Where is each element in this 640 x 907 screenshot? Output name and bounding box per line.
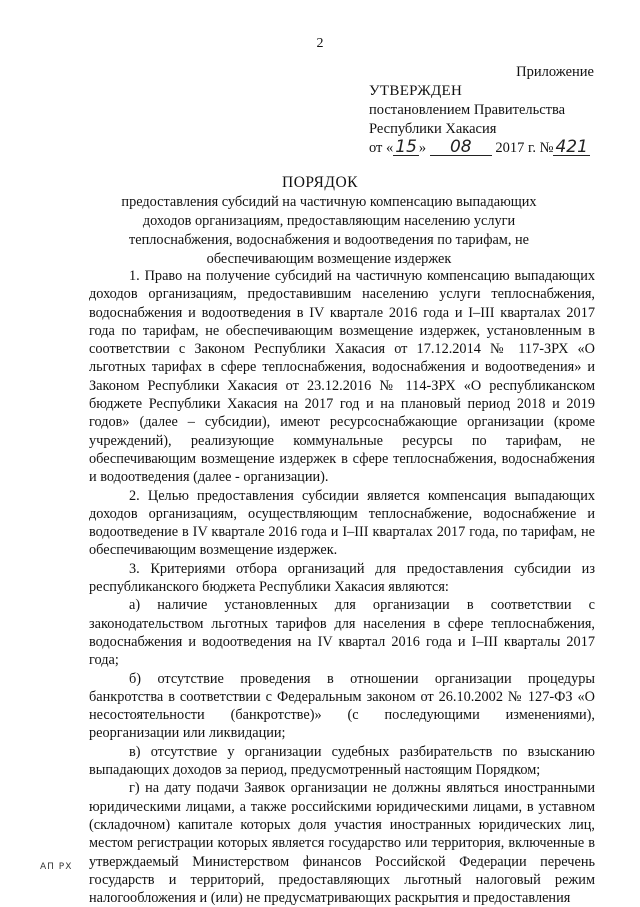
date-year: 2017 г. № xyxy=(495,140,554,156)
paragraph-2: 2. Целью предоставления субсидии является компенсация выпадающих доходов организациям, осуществляющим теплоснабжение, водоснабжение и водоотведение в IV квартале 2016 года и I–III кварталах 2017 года, по тарифам, не обеспечивающим возмещение издержек. xyxy=(89,487,595,559)
criterion-g: г) на дату подачи Заявок организации не должны являться иностранными юридическими лицами, а также российскими юридическими лицами, в уставном (складочном) капитале которых доля участия иностранных юридических лиц, местом регистрации которых является государство или территория, включенные в утверждаемый Министерством финансов Российской Федерации перечень государств и территорий, предоставляющих льготный налоговый режим налогообложения и (или) не предусматривающих раскрытия и предоставления xyxy=(89,780,595,907)
criterion-v: в) отсутствие у организации судебных разбирательств по взысканию выпадающих доходов за период, предусмотренный настоящим Порядком; xyxy=(89,743,595,779)
handwritten-month: 08 xyxy=(430,140,492,156)
paragraph-1: 1. Право на получение субсидий на частичную компенсацию выпадающих доходов организациям, предоставившим населению услуги теплоснабжения, водоснабжения и водоотведения в IV квартале 2016 года и I–III кварталах 2017 года по тарифам, не обеспечивающим возмещение издержек, установленным в соответствии с Законом Республики Хакасия от 17.12.2014 № 117-ЗРХ «О льготных тарифах в сфере теплоснабжения, водоснабжения и водоотведения» и Законом Республики Хакасия от 23.12.2016 № 114-ЗРХ «О республиканском бюджете Республики Хакасия на 2017 год и на плановый период 2018 и 2019 годов» (далее – субсидии), имеют ресурсоснабжающие организации (кроме учреждений), реализующие коммунальные ресурсы по тарифам, не обеспечивающим возмещение издержек в сфере теплоснабжения, водоснабжения и водоотведения (далее - организации). xyxy=(89,268,595,486)
paragraph-3: 3. Критериями отбора организаций для предоставления субсидии из республиканского бюджета Республики Хакасия являются: xyxy=(89,560,595,596)
document-title: ПОРЯДОК xyxy=(282,174,358,191)
date-prefix: от « xyxy=(369,140,394,156)
date-mid: » xyxy=(418,140,427,156)
approved-heading: УТВЕРЖДЕН xyxy=(369,83,463,99)
appendix-label: Приложение xyxy=(516,64,594,80)
handwritten-day: 15 xyxy=(395,137,417,157)
document-subtitle: предоставления субсидий на частичную компенсацию выпадающих доходов организациям, предоставляющим населению услуги теплоснабжения, водоснабжения и водоотведения по тарифам, не обеспечивающим возмещение издержек xyxy=(121,194,537,267)
approval-date-line xyxy=(369,139,590,158)
archive-stamp: АП РХ xyxy=(40,862,73,872)
approved-by-line: постановлением Правительства xyxy=(369,102,566,118)
criterion-b: б) отсутствие проведения в отношении организации процедуры банкротства в соответствии с Федеральным законом от 26.10.2002 № 127-ФЗ «О несостоятельности (банкротстве)» (с последующими изменениями), реорганизации или ликвидации; xyxy=(89,670,595,742)
handwritten-number: 421 xyxy=(555,137,588,157)
criterion-a: а) наличие установленных для организации в соответствии с законодательством льготных тарифов для населения в сфере теплоснабжения, водоснабжения и водоотведения на IV квартал 2016 года и I–III кварталы 2017 года; xyxy=(89,597,595,669)
approved-republic-line: Республики Хакасия xyxy=(369,121,497,137)
document-body xyxy=(89,267,595,907)
approval-block xyxy=(369,82,590,158)
page-number: 2 xyxy=(316,36,324,51)
